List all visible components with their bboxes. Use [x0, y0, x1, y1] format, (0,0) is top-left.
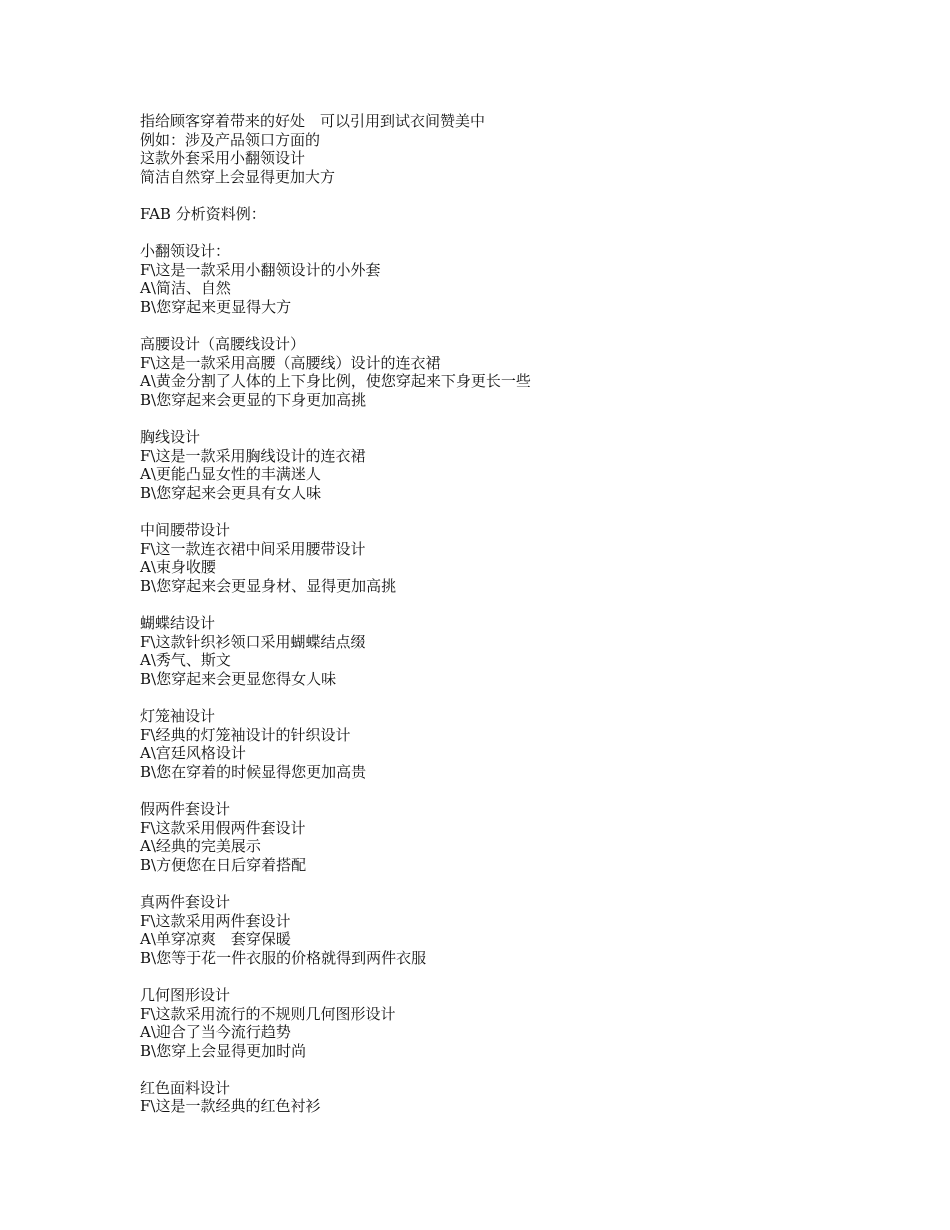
spacer	[140, 781, 900, 800]
section-title: FAB 分析资料例：	[140, 204, 266, 223]
spacer	[140, 224, 900, 243]
fab-item-title: 假两件套设计	[140, 799, 231, 818]
fab-benefit: B\您穿起来更显得大方	[140, 297, 292, 316]
fab-item	[140, 521, 900, 595]
fab-item	[140, 335, 900, 409]
fab-advantage: A\经典的完美展示	[140, 837, 261, 856]
fab-benefit: B\您穿起来会更显您得女人味	[140, 669, 337, 688]
fab-benefit: B\您在穿着的时候显得您更加高贵	[140, 762, 367, 781]
fab-benefit: B\您穿起来会更显的下身更加高挑	[140, 390, 367, 409]
fab-feature: F\这是一款采用高腰（高腰线）设计的连衣裙	[140, 353, 441, 372]
intro-block	[140, 112, 900, 186]
fab-feature: F\这款采用两件套设计	[140, 911, 291, 930]
intro-line: 简洁自然穿上会显得更加大方	[140, 167, 336, 186]
fab-item-title: 灯笼袖设计	[140, 707, 216, 725]
fab-advantage: A\束身收腰	[140, 558, 216, 577]
spacer	[140, 410, 900, 429]
fab-item-title: 中间腰带设计	[140, 521, 231, 540]
fab-item-title: 红色面料设计	[140, 1078, 231, 1097]
fab-advantage: A\简洁、自然	[140, 279, 231, 298]
spacer	[140, 502, 900, 521]
fab-item	[140, 1079, 900, 1116]
fab-item-title: 几何图形设计	[140, 985, 231, 1004]
fab-item	[140, 242, 900, 316]
fab-feature: F\这是一款经典的红色衬衫	[140, 1097, 321, 1116]
fab-item-title: 真两件套设计	[140, 892, 231, 911]
spacer	[140, 967, 900, 986]
fab-item	[140, 800, 900, 874]
fab-feature: F\这是一款采用小翻领设计的小外套	[140, 260, 381, 279]
fab-advantage: A\秀气、斯文	[140, 651, 231, 670]
fab-feature: F\这款针织衫领口采用蝴蝶结点缀	[140, 632, 366, 651]
fab-item-title: 胸线设计	[140, 428, 201, 447]
fab-item-title: 蝴蝶结设计	[140, 614, 216, 633]
intro-line: 例如：涉及产品领口方面的	[140, 130, 321, 149]
fab-item	[140, 986, 900, 1060]
fab-item-title: 高腰设计（高腰线设计）	[140, 335, 306, 354]
spacer	[140, 688, 900, 707]
fab-feature: F\经典的灯笼袖设计的针织设计	[140, 725, 351, 744]
fab-advantage: A\迎合了当今流行趋势	[140, 1023, 291, 1042]
fab-benefit: B\您等于花一件衣服的价格就得到两件衣服	[140, 948, 427, 967]
fab-benefit: B\您穿起来会更具有女人味	[140, 483, 322, 502]
fab-item	[140, 707, 900, 781]
fab-advantage: A\黄金分割了人体的上下身比例，使您穿起来下身更长一些	[140, 372, 531, 391]
fab-item-title: 小翻领设计：	[140, 242, 231, 261]
spacer	[140, 317, 900, 336]
document-body	[140, 112, 900, 1116]
spacer	[140, 1060, 900, 1079]
fab-feature: F\这款采用流行的不规则几何图形设计	[140, 1004, 396, 1023]
fab-advantage: A\单穿凉爽 套穿保暖	[140, 930, 291, 949]
intro-line: 指给顾客穿着带来的好处 可以引用到试衣间赞美中	[140, 112, 486, 130]
fab-feature: F\这款采用假两件套设计	[140, 818, 306, 837]
fab-feature: F\这是一款采用胸线设计的连衣裙	[140, 446, 366, 465]
fab-benefit: B\方便您在日后穿着搭配	[140, 855, 307, 874]
fab-benefit: B\您穿上会显得更加时尚	[140, 1041, 307, 1060]
fab-item	[140, 428, 900, 502]
intro-line: 这款外套采用小翻领设计	[140, 149, 306, 168]
fab-item	[140, 614, 900, 688]
spacer	[140, 595, 900, 614]
fab-feature: F\这一款连衣裙中间采用腰带设计	[140, 539, 366, 558]
fab-advantage: A\更能凸显女性的丰满迷人	[140, 465, 321, 484]
fab-item	[140, 893, 900, 967]
spacer	[140, 874, 900, 893]
fab-advantage: A\宫廷风格设计	[140, 744, 246, 763]
spacer	[140, 186, 900, 205]
fab-benefit: B\您穿起来会更显身材、显得更加高挑	[140, 576, 397, 595]
